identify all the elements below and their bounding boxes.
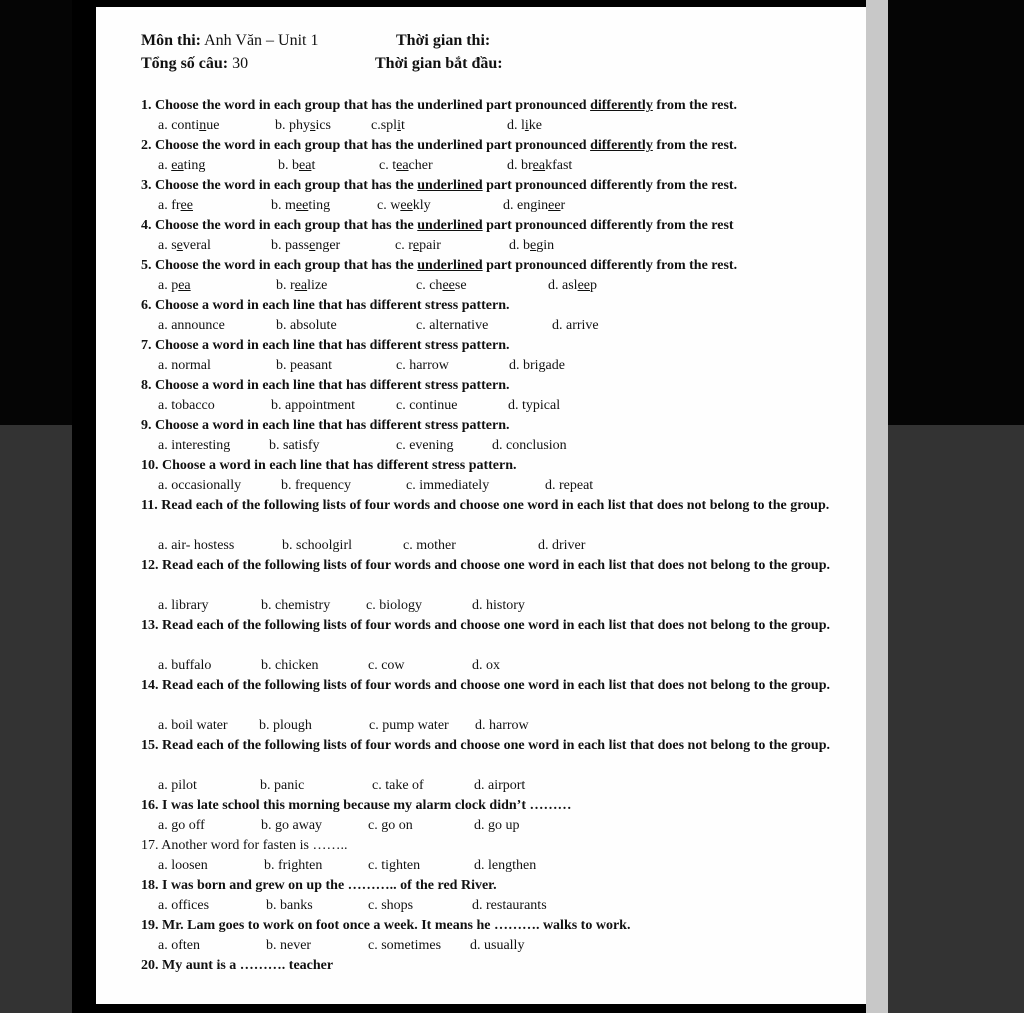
- question-text: Mr. Lam goes to work on foot once a week. It means he ………. walks to work.: [162, 918, 631, 933]
- option-text: a.: [158, 158, 172, 173]
- option-underlined-part: e: [412, 238, 420, 253]
- option-text: a. fr: [158, 198, 181, 213]
- question-text: Choose a word in each line that has different stress pattern.: [155, 298, 510, 313]
- option-text: b. b: [278, 158, 299, 173]
- option-text: c. ch: [416, 278, 443, 293]
- question-underlined-word: underlined: [417, 178, 483, 193]
- option-underlined-part: ea: [294, 278, 308, 293]
- question-text: I was late school this morning because my alarm clock didn’t ………: [162, 798, 572, 813]
- option-underlined-part: ea: [178, 278, 191, 293]
- scrollbar-track[interactable]: [866, 0, 888, 1013]
- option-text: a. interesting: [158, 438, 231, 453]
- option-a[interactable]: [158, 276, 191, 296]
- option-d[interactable]: [474, 856, 536, 876]
- question-text-end: from the rest.: [652, 98, 738, 113]
- option-text: c. cow: [368, 658, 405, 673]
- option-text: b. chemistry: [261, 598, 331, 613]
- option-text: d. repeat: [545, 478, 594, 493]
- option-text-end: t: [400, 118, 405, 133]
- option-underlined-part: ee: [442, 278, 455, 293]
- option-d[interactable]: [503, 196, 565, 216]
- option-text: d. ox: [472, 658, 500, 673]
- question-text: Choose the word in each group that has the: [155, 218, 418, 233]
- option-underlined-part: ee: [295, 198, 309, 213]
- option-text: b. peasant: [276, 358, 332, 373]
- time-label: Thời gian thi:: [396, 32, 491, 49]
- option-text: b. panic: [260, 778, 305, 793]
- left-background-lower: [0, 425, 72, 1013]
- option-underlined-part: e: [309, 238, 316, 253]
- option-text-end: nger: [315, 238, 341, 253]
- option-a[interactable]: [158, 936, 200, 956]
- question-15: [141, 736, 831, 756]
- option-d[interactable]: [509, 356, 565, 376]
- option-a[interactable]: [158, 316, 225, 336]
- option-text: d. br: [507, 158, 533, 173]
- option-d[interactable]: [472, 596, 525, 616]
- option-text: c. tighten: [368, 858, 421, 873]
- question-5: [141, 256, 831, 276]
- option-underlined-part: ee: [400, 198, 413, 213]
- question-text: Choose a word in each line that has different stress pattern.: [155, 338, 510, 353]
- right-background: [888, 0, 1024, 1013]
- question-number: 4.: [141, 218, 155, 233]
- option-text: b. m: [271, 198, 296, 213]
- option-text: a. offices: [158, 898, 210, 913]
- question-text: Read each of the following lists of four words and choose one word in each list that does not belong to the group.: [161, 498, 830, 513]
- option-a[interactable]: [158, 156, 205, 176]
- option-text: a. boil water: [158, 718, 228, 733]
- option-text: d. history: [472, 598, 525, 613]
- question-underlined-word: underlined: [417, 218, 483, 233]
- question-text: Read each of the following lists of four words and choose one word in each list that does not belong to the group.: [162, 678, 831, 693]
- option-d[interactable]: [538, 536, 585, 556]
- question-number: 6.: [141, 298, 155, 313]
- option-a[interactable]: [158, 656, 211, 676]
- count-line: [141, 54, 248, 74]
- option-text: a. normal: [158, 358, 211, 373]
- question-number: 11.: [141, 498, 162, 513]
- option-text: c.spl: [371, 118, 398, 133]
- option-text-end: cher: [408, 158, 433, 173]
- option-text-end: veral: [182, 238, 211, 253]
- option-d[interactable]: [508, 396, 560, 416]
- option-text: a. air- hostess: [158, 538, 235, 553]
- option-a[interactable]: [158, 896, 209, 916]
- option-b[interactable]: [261, 596, 330, 616]
- question-number: 9.: [141, 418, 155, 433]
- option-text: d. harrow: [475, 718, 529, 733]
- option-a[interactable]: [158, 816, 205, 836]
- option-text: d. engin: [503, 198, 549, 213]
- question-number: 1.: [141, 98, 155, 113]
- option-b[interactable]: [276, 276, 327, 296]
- option-d[interactable]: [470, 936, 524, 956]
- option-d[interactable]: [492, 436, 567, 456]
- option-text-end: lize: [307, 278, 328, 293]
- option-text: b. frighten: [264, 858, 323, 873]
- option-text: b. phy: [275, 118, 310, 133]
- option-b[interactable]: [271, 196, 330, 216]
- option-text-end: kfast: [545, 158, 573, 173]
- question-10: [141, 456, 831, 476]
- option-d[interactable]: [548, 276, 597, 296]
- option-underlined-part: ee: [548, 198, 561, 213]
- question-text: Choose a word in each line that has different stress pattern.: [155, 378, 510, 393]
- option-text: b. absolute: [276, 318, 337, 333]
- question-text: Choose the word in each group that has the: [155, 178, 418, 193]
- option-text: c. go on: [368, 818, 413, 833]
- question-text: Choose the word in each group that has the underlined part pronounced: [155, 138, 591, 153]
- option-text: c. take of: [372, 778, 424, 793]
- option-a[interactable]: [158, 596, 209, 616]
- option-c[interactable]: [371, 116, 405, 136]
- question-text-end: part pronounced differently from the rest.: [482, 258, 738, 273]
- option-text: a. buffalo: [158, 658, 212, 673]
- question-number: 5.: [141, 258, 155, 273]
- option-text: d. usually: [470, 938, 525, 953]
- count-value: 30: [232, 55, 249, 72]
- question-16: [141, 796, 831, 816]
- question-number: 19.: [141, 918, 162, 933]
- option-d[interactable]: [552, 316, 599, 336]
- option-c[interactable]: [369, 716, 449, 736]
- question-text: I was born and grew on up the ……….. of the red River.: [162, 878, 497, 893]
- option-text: a. conti: [158, 118, 200, 133]
- question-number: 14.: [141, 678, 162, 693]
- option-a[interactable]: [158, 396, 215, 416]
- option-d[interactable]: [545, 476, 593, 496]
- option-b[interactable]: [278, 156, 315, 176]
- option-text: c. pump water: [369, 718, 449, 733]
- option-text-end: pair: [419, 238, 441, 253]
- option-text: b. r: [276, 278, 295, 293]
- option-a[interactable]: [158, 436, 230, 456]
- option-b[interactable]: [261, 816, 322, 836]
- option-c[interactable]: [368, 856, 420, 876]
- question-text: My aunt is a ………. teacher: [162, 958, 334, 973]
- question-number: 10.: [141, 458, 162, 473]
- option-text-end: ting: [183, 158, 206, 173]
- question-text: Choose the word in each group that has the: [155, 258, 418, 273]
- question-17: [141, 836, 831, 856]
- option-c[interactable]: [372, 776, 424, 796]
- question-number: 8.: [141, 378, 155, 393]
- option-text: a. occasionally: [158, 478, 242, 493]
- option-a[interactable]: [158, 776, 197, 796]
- option-underlined-part: ea: [171, 158, 184, 173]
- time-line: [396, 31, 490, 51]
- option-text-end: p: [590, 278, 597, 293]
- option-text-end: ting: [308, 198, 331, 213]
- option-b[interactable]: [269, 436, 320, 456]
- option-text: c. mother: [403, 538, 456, 553]
- option-d[interactable]: [475, 716, 529, 736]
- question-7: [141, 336, 831, 356]
- option-d[interactable]: [509, 236, 554, 256]
- option-text: d. conclusion: [492, 438, 567, 453]
- option-d[interactable]: [507, 116, 542, 136]
- option-text: c. harrow: [396, 358, 449, 373]
- question-2: [141, 136, 831, 156]
- option-a[interactable]: [158, 196, 193, 216]
- option-c[interactable]: [395, 236, 441, 256]
- option-text: a. s: [158, 238, 177, 253]
- option-underlined-part: ea: [396, 158, 409, 173]
- question-20: [141, 956, 831, 976]
- option-text: a. p: [158, 278, 179, 293]
- question-number: 16.: [141, 798, 162, 813]
- option-b[interactable]: [271, 236, 340, 256]
- question-number: 13.: [141, 618, 162, 633]
- option-underlined-part: n: [199, 118, 207, 133]
- option-text: c. t: [379, 158, 397, 173]
- option-underlined-part: i: [524, 118, 529, 133]
- option-a[interactable]: [158, 236, 211, 256]
- option-c[interactable]: [396, 356, 449, 376]
- option-b[interactable]: [259, 716, 312, 736]
- option-text: d. l: [507, 118, 525, 133]
- question-text-end: from the rest.: [652, 138, 738, 153]
- option-c[interactable]: [368, 936, 441, 956]
- option-d[interactable]: [474, 816, 520, 836]
- option-underlined-part: s: [310, 118, 316, 133]
- option-c[interactable]: [368, 656, 405, 676]
- option-text: c. biology: [366, 598, 422, 613]
- right-background-lower: [888, 425, 1024, 1013]
- subject-value: Anh Văn – Unit 1: [204, 32, 319, 49]
- option-b[interactable]: [281, 476, 351, 496]
- option-text-end: se: [454, 278, 467, 293]
- option-d[interactable]: [507, 156, 572, 176]
- option-b[interactable]: [264, 856, 322, 876]
- question-3: [141, 176, 831, 196]
- question-text-end: part pronounced differently from the rest.: [482, 178, 738, 193]
- option-c[interactable]: [368, 896, 413, 916]
- option-text: d. asl: [548, 278, 578, 293]
- question-19: [141, 916, 831, 936]
- question-8: [141, 376, 831, 396]
- option-a[interactable]: [158, 116, 219, 136]
- option-b[interactable]: [261, 656, 319, 676]
- question-text: Read each of the following lists of four words and choose one word in each list that does not belong to the group.: [162, 618, 831, 633]
- option-text: c. evening: [396, 438, 454, 453]
- option-text: b. never: [266, 938, 312, 953]
- option-text: d. b: [509, 238, 530, 253]
- option-text: b. go away: [261, 818, 323, 833]
- option-text: a. tobacco: [158, 398, 215, 413]
- option-c[interactable]: [379, 156, 433, 176]
- question-underlined-word: underlined: [417, 258, 483, 273]
- option-b[interactable]: [282, 536, 352, 556]
- question-13: [141, 616, 831, 636]
- option-a[interactable]: [158, 536, 234, 556]
- option-d[interactable]: [474, 776, 525, 796]
- option-text: b. plough: [259, 718, 312, 733]
- option-text: a. go off: [158, 818, 205, 833]
- option-underlined-part: ee: [180, 198, 193, 213]
- subject-line: [141, 31, 319, 51]
- question-text: Read each of the following lists of four words and choose one word in each list that does not belong to the group.: [162, 738, 831, 753]
- option-a[interactable]: [158, 856, 208, 876]
- exam-page: [96, 7, 866, 1004]
- option-underlined-part: ee: [577, 278, 590, 293]
- option-text: b. satisfy: [269, 438, 320, 453]
- option-text-end: ics: [315, 118, 332, 133]
- option-a[interactable]: [158, 716, 228, 736]
- option-text-end: ke: [528, 118, 542, 133]
- option-text: d. airport: [474, 778, 526, 793]
- option-text-end: ue: [206, 118, 220, 133]
- question-underlined-word: differently: [590, 98, 653, 113]
- question-12: [141, 556, 831, 576]
- option-text: d. arrive: [552, 318, 599, 333]
- question-text: Read each of the following lists of four words and choose one word in each list that does not belong to the group.: [162, 558, 831, 573]
- option-c[interactable]: [403, 536, 456, 556]
- option-text: a. announce: [158, 318, 225, 333]
- option-text: d. restaurants: [472, 898, 547, 913]
- start-label: Thời gian bắt đầu:: [375, 55, 503, 72]
- question-number: 17.: [141, 838, 162, 853]
- question-text: Choose the word in each group that has the underlined part pronounced: [155, 98, 591, 113]
- subject-label: Môn thi:: [141, 32, 201, 49]
- question-1: [141, 96, 831, 116]
- option-b[interactable]: [260, 776, 304, 796]
- option-text: c. immediately: [406, 478, 490, 493]
- option-text: c. r: [395, 238, 413, 253]
- option-c[interactable]: [368, 816, 413, 836]
- option-b[interactable]: [276, 316, 337, 336]
- option-text: b. appointment: [271, 398, 355, 413]
- question-14: [141, 676, 831, 696]
- option-underlined-part: e: [176, 238, 183, 253]
- option-text: c. continue: [396, 398, 458, 413]
- option-d[interactable]: [472, 896, 547, 916]
- option-b[interactable]: [275, 116, 331, 136]
- option-text: d. driver: [538, 538, 586, 553]
- count-label: Tổng số câu:: [141, 55, 229, 72]
- option-text: b. frequency: [281, 478, 351, 493]
- question-number: 2.: [141, 138, 155, 153]
- question-text-end: part pronounced differently from the rest: [482, 218, 734, 233]
- option-text: d. typical: [508, 398, 561, 413]
- option-underlined-part: i: [397, 118, 401, 133]
- option-text: b. pass: [271, 238, 310, 253]
- question-4: [141, 216, 831, 236]
- left-background: [0, 0, 72, 1013]
- option-underlined-part: e: [530, 238, 537, 253]
- question-11: [141, 496, 831, 516]
- option-a[interactable]: [158, 476, 241, 496]
- option-text: b. schoolgirl: [282, 538, 352, 553]
- option-c[interactable]: [406, 476, 489, 496]
- option-text: a. library: [158, 598, 209, 613]
- option-text-end: t: [311, 158, 316, 173]
- question-text: Another word for fasten is ……..: [161, 838, 348, 853]
- option-c[interactable]: [377, 196, 431, 216]
- option-c[interactable]: [396, 436, 454, 456]
- question-number: 18.: [141, 878, 162, 893]
- question-underlined-word: differently: [590, 138, 653, 153]
- question-9: [141, 416, 831, 436]
- option-text: c. sometimes: [368, 938, 442, 953]
- question-number: 12.: [141, 558, 162, 573]
- option-text-end: kly: [412, 198, 431, 213]
- option-b[interactable]: [266, 936, 311, 956]
- option-c[interactable]: [396, 396, 457, 416]
- option-b[interactable]: [266, 896, 313, 916]
- question-number: 15.: [141, 738, 162, 753]
- option-c[interactable]: [366, 596, 422, 616]
- option-text: c. alternative: [416, 318, 489, 333]
- option-text-end: gin: [536, 238, 555, 253]
- option-c[interactable]: [416, 276, 467, 296]
- option-b[interactable]: [276, 356, 332, 376]
- option-text: d. lengthen: [474, 858, 537, 873]
- option-text: b. banks: [266, 898, 313, 913]
- option-d[interactable]: [472, 656, 500, 676]
- option-c[interactable]: [416, 316, 488, 336]
- option-underlined-part: ea: [532, 158, 546, 173]
- question-number: 20.: [141, 958, 162, 973]
- option-text: a. loosen: [158, 858, 208, 873]
- option-b[interactable]: [271, 396, 355, 416]
- option-text: d. brigade: [509, 358, 565, 373]
- question-text: Choose a word in each line that has different stress pattern.: [155, 418, 510, 433]
- option-text: d. go up: [474, 818, 520, 833]
- question-number: 7.: [141, 338, 155, 353]
- option-text: a. often: [158, 938, 200, 953]
- option-text: c. shops: [368, 898, 414, 913]
- option-text-end: r: [560, 198, 566, 213]
- option-a[interactable]: [158, 356, 211, 376]
- question-18: [141, 876, 831, 896]
- option-underlined-part: ea: [299, 158, 312, 173]
- option-text: c. w: [377, 198, 401, 213]
- option-text: a. pilot: [158, 778, 197, 793]
- question-text: Choose a word in each line that has different stress pattern.: [162, 458, 517, 473]
- start-line: [375, 54, 503, 74]
- option-text: b. chicken: [261, 658, 319, 673]
- question-number: 3.: [141, 178, 155, 193]
- question-6: [141, 296, 831, 316]
